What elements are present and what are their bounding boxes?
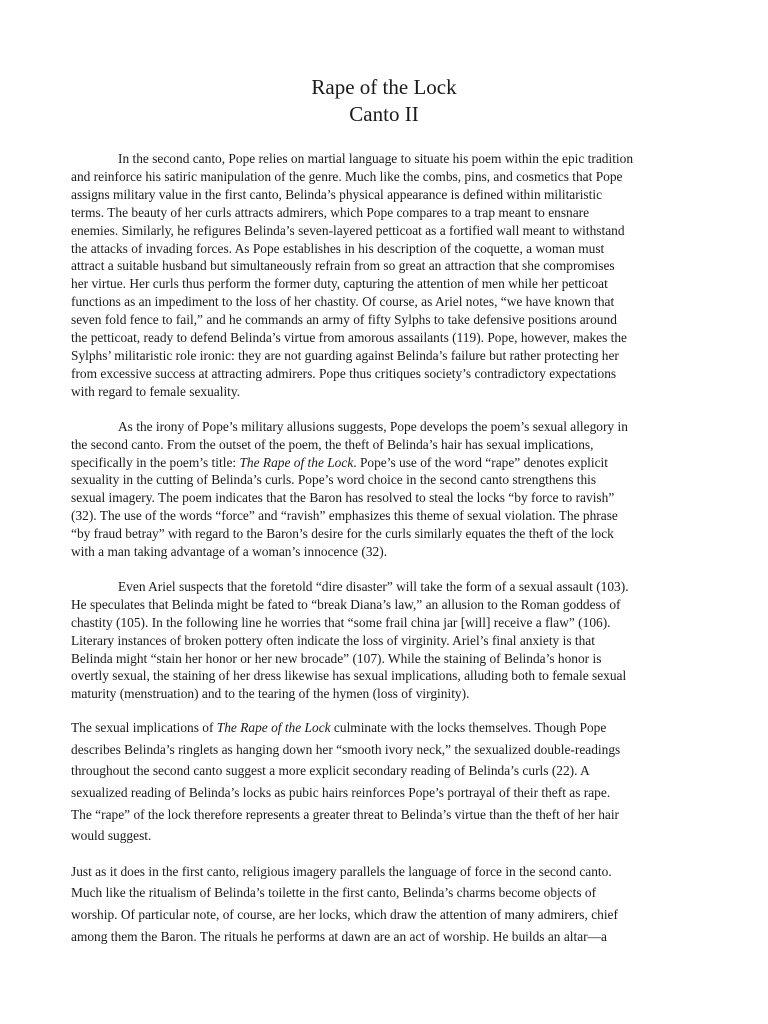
paragraph-line: her virtue. Her curls thus perform the former duty, capturing the attention of men while her petticoat <box>71 276 608 292</box>
paragraph-line: with regard to female sexuality. <box>71 383 241 399</box>
document-subtitle: Canto II <box>349 102 419 126</box>
paragraph-line: Much like the ritualism of Belinda’s toilette in the first canto, Belinda’s charms become objects of <box>71 885 597 901</box>
paragraph-line: The “rape” of the lock therefore represents a greater threat to Belinda’s virtue than the theft of her hair <box>71 806 620 822</box>
paragraph-line: terms. The beauty of her curls attracts admirers, which Pope compares to a trap meant to ensnare <box>71 204 590 220</box>
paragraph-line: As the irony of Pope’s military allusions suggests, Pope develops the poem’s sexual allegory in <box>118 418 628 434</box>
paragraph-line: chastity (105). In the following line he worries that “some frail china jar [will] receive a flaw” (106). <box>71 614 611 630</box>
paragraph-line: Belinda might “stain her honor or her new brocade” (107). While the staining of Belinda’s honor is <box>71 650 602 666</box>
paragraph-text: specifically in the poem’s title: <box>71 454 240 470</box>
paragraph-1 <box>71 150 697 401</box>
paragraph-line: sexual imagery. The poem indicates that the Baron has resolved to steal the locks “by force to ravish” <box>71 490 615 506</box>
paragraph-line <box>71 454 697 472</box>
paragraph-line: seven fold fence to fail,” and he commands an army of fifty Sylphs to take defensive positions around <box>71 312 617 328</box>
paragraph-2 <box>71 418 697 561</box>
paragraph-line: He speculates that Belinda might be fated to “break Diana’s law,” an allusion to the Roman goddess of <box>71 596 621 612</box>
paragraph-line: from excessive success at attracting admirers. Pope thus critiques society’s contradictory expectations <box>71 365 617 381</box>
paragraph-line: maturity (menstruation) and to the tearing of the hymen (loss of virginity). <box>71 686 470 702</box>
paragraph-line: functions as an impediment to the loss of her chastity. Of course, as Ariel notes, “we have known that <box>71 294 615 310</box>
paragraph-line: Even Ariel suspects that the foretold “dire disaster” will take the form of a sexual assault (103). <box>118 578 629 594</box>
paragraph-line: (32). The use of the words “force” and “ravish” emphasizes this theme of sexual violation. The phrase <box>71 508 618 524</box>
paragraph-line: sexuality in the cutting of Belinda’s curls. Pope’s word choice in the second canto strengthens this <box>71 472 597 488</box>
paragraph-line: would suggest. <box>71 828 152 844</box>
paragraph-line: Literary instances of broken pottery often indicate the loss of virginity. Ariel’s final anxiety is that <box>71 632 595 648</box>
paragraph-line: overtly sexual, the staining of her dress likewise has sexual implications, alluding both to female sexual <box>71 668 627 684</box>
paragraph-line: sexualized reading of Belinda’s locks as pubic hairs reinforces Pope’s portrayal of their theft as rape. <box>71 785 611 801</box>
paragraph-line: “by fraud betray” with regard to the Baron’s desire for the curls similarly equates the theft of the lock <box>71 526 614 542</box>
paragraph-4 <box>71 717 697 847</box>
paragraph-3 <box>71 578 697 703</box>
paragraph-line: worship. Of particular note, of course, are her locks, which draw the attention of many admirers, chief <box>71 907 618 923</box>
title-block <box>71 74 697 128</box>
paragraph-line: throughout the second canto suggest a more explicit secondary reading of Belinda’s curls (22). A <box>71 763 590 779</box>
paragraph-line: and reinforce his satiric manipulation of the genre. Much like the combs, pins, and cosmetics that Pope <box>71 168 623 184</box>
paragraph-text: culminate with the locks themselves. Though Pope <box>330 720 607 736</box>
paragraph-line <box>71 717 697 739</box>
paragraph-line: describes Belinda’s ringlets as hanging down her “smooth ivory neck,” the sexualized double-readings <box>71 741 621 757</box>
paragraph-line: attract a suitable husband but simultaneously refrain from so great an attraction that she compromises <box>71 258 615 274</box>
document-title: Rape of the Lock <box>311 75 457 99</box>
paragraph-line: In the second canto, Pope relies on martial language to situate his poem within the epic tradition <box>118 151 634 166</box>
paragraph-line: Sylphs’ militaristic role ironic: they are not guarding against Belinda’s failure but rather protecting her <box>71 347 619 363</box>
paragraph-line: among them the Baron. The rituals he performs at dawn are an act of worship. He builds an altar—a <box>71 928 607 944</box>
paragraph-line: assigns military value in the first canto, Belinda’s physical appearance is defined within militaristic <box>71 186 603 202</box>
paragraph-text: The sexual implications of <box>71 720 217 736</box>
paragraph-line: the attacks of invading forces. As Pope establishes in his description of the coquette, a woman must <box>71 240 605 256</box>
paragraph-line: enemies. Similarly, he refigures Belinda’s seven-layered petticoat as a fortified wall meant to withstand <box>71 222 625 238</box>
document-page <box>71 74 697 947</box>
paragraph-5 <box>71 861 697 947</box>
paragraph-line: the petticoat, ready to defend Belinda’s virtue from amorous assailants (119). Pope, however, makes the <box>71 330 628 346</box>
paragraph-text: . Pope’s use of the word “rape” denotes explicit <box>353 454 608 470</box>
work-title: The Rape of the Lock <box>216 720 331 736</box>
paragraph-line: the second canto. From the outset of the poem, the theft of Belinda’s hair has sexual implications, <box>71 436 594 452</box>
work-title: The Rape of the Lock <box>239 454 354 470</box>
paragraph-line: Just as it does in the first canto, religious imagery parallels the language of force in the second canto. <box>71 863 612 879</box>
paragraph-line: with a man taking advantage of a woman’s innocence (32). <box>71 544 388 560</box>
